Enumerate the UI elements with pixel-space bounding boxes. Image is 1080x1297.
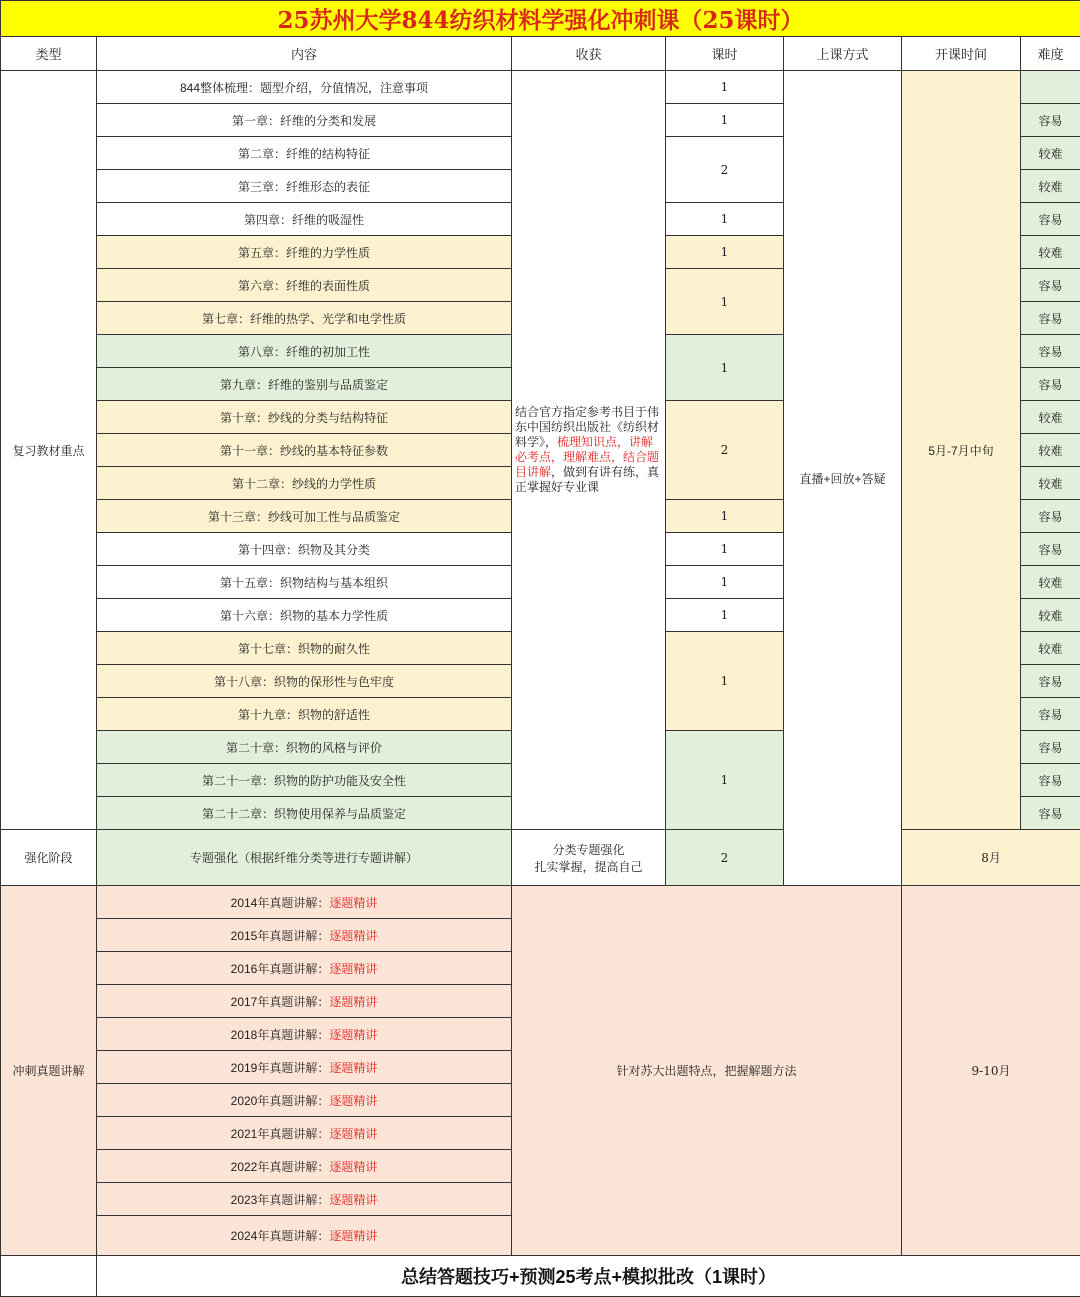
content-cell bbox=[97, 1051, 512, 1084]
difficulty-cell: 容易 bbox=[1021, 302, 1080, 335]
page-title: 25苏州大学844纺织材料学强化冲刺课（25课时） bbox=[1, 1, 1080, 37]
content-cell: 第十章：纱线的分类与结构特征 bbox=[97, 401, 512, 434]
difficulty-cell: 较难 bbox=[1021, 434, 1080, 467]
difficulty-cell: 容易 bbox=[1021, 533, 1080, 566]
sprint-gain-cell: 针对苏大出题特点，把握解题方法 bbox=[512, 886, 902, 1256]
year-label: 2016年真题讲解： bbox=[231, 962, 330, 976]
content-cell: 专题强化（根据纤维分类等进行专题讲解） bbox=[97, 830, 512, 886]
header-gain: 收获 bbox=[512, 37, 666, 71]
header-content: 内容 bbox=[97, 37, 512, 71]
tag-label: 逐题精讲 bbox=[329, 962, 377, 976]
content-cell bbox=[97, 1018, 512, 1051]
header-method: 上课方式 bbox=[784, 37, 902, 71]
gain-text-plain: ，做到有讲有练，真正掌握好专业课 bbox=[515, 465, 659, 494]
year-label: 2017年真题讲解： bbox=[231, 995, 330, 1009]
content-cell: 第十八章：织物的保形性与色牢度 bbox=[97, 665, 512, 698]
review-gain-cell bbox=[512, 71, 666, 830]
hours-cell: 1 bbox=[666, 104, 784, 137]
content-cell: 第三章：纤维形态的表征 bbox=[97, 170, 512, 203]
difficulty-cell: 容易 bbox=[1021, 500, 1080, 533]
tag-label: 逐题精讲 bbox=[329, 995, 377, 1009]
content-cell bbox=[97, 985, 512, 1018]
difficulty-cell: 容易 bbox=[1021, 104, 1080, 137]
tag-label: 逐题精讲 bbox=[329, 1127, 377, 1141]
year-label: 2018年真题讲解： bbox=[231, 1028, 330, 1042]
hours-cell: 1 bbox=[666, 500, 784, 533]
hours-cell: 1 bbox=[666, 566, 784, 599]
tag-label: 逐题精讲 bbox=[329, 1229, 377, 1243]
difficulty-cell: 容易 bbox=[1021, 665, 1080, 698]
gain-line: 分类专题强化 bbox=[514, 841, 663, 858]
difficulty-cell: 容易 bbox=[1021, 269, 1080, 302]
content-cell: 第七章：纤维的热学、光学和电学性质 bbox=[97, 302, 512, 335]
difficulty-cell: 较难 bbox=[1021, 137, 1080, 170]
content-cell: 第十五章：织物结构与基本组织 bbox=[97, 566, 512, 599]
method-cell: 直播+回放+答疑 bbox=[784, 71, 902, 886]
content-cell: 第四章：纤维的吸湿性 bbox=[97, 203, 512, 236]
content-cell: 第八章：纤维的初加工性 bbox=[97, 335, 512, 368]
section-strengthen: 强化阶段 bbox=[1, 830, 97, 886]
content-cell: 第十四章：织物及其分类 bbox=[97, 533, 512, 566]
difficulty-cell bbox=[1021, 71, 1080, 104]
sprint-time-cell: 9-10月 bbox=[902, 886, 1080, 1256]
content-cell bbox=[97, 1084, 512, 1117]
hours-cell: 1 bbox=[666, 599, 784, 632]
hours-cell: 1 bbox=[666, 533, 784, 566]
tag-label: 逐题精讲 bbox=[329, 1160, 377, 1174]
content-cell: 第二十二章：织物使用保养与品质鉴定 bbox=[97, 797, 512, 830]
year-label: 2021年真题讲解： bbox=[231, 1127, 330, 1141]
content-cell: 第十三章：纱线可加工性与品质鉴定 bbox=[97, 500, 512, 533]
content-cell: 第九章：纤维的鉴别与品质鉴定 bbox=[97, 368, 512, 401]
difficulty-cell: 较难 bbox=[1021, 632, 1080, 665]
hours-cell: 1 bbox=[666, 203, 784, 236]
content-cell: 第一章：纤维的分类和发展 bbox=[97, 104, 512, 137]
gain-text-highlight: 梳理知识点，讲解必考点，理解难点，结合题目讲解 bbox=[515, 435, 659, 479]
content-cell: 第十九章：织物的舒适性 bbox=[97, 698, 512, 731]
content-cell: 第二十一章：织物的防护功能及安全性 bbox=[97, 764, 512, 797]
content-cell bbox=[97, 1117, 512, 1150]
header-type: 类型 bbox=[1, 37, 97, 71]
content-cell: 第十六章：织物的基本力学性质 bbox=[97, 599, 512, 632]
content-cell bbox=[97, 1183, 512, 1216]
content-cell: 第十二章：纱线的力学性质 bbox=[97, 467, 512, 500]
section-review: 复习教材重点 bbox=[1, 71, 97, 830]
hours-cell: 1 bbox=[666, 236, 784, 269]
gain-line: 扎实掌握，提高自己 bbox=[514, 858, 663, 875]
hours-cell: 2 bbox=[666, 137, 784, 203]
difficulty-cell: 容易 bbox=[1021, 797, 1080, 830]
difficulty-cell: 容易 bbox=[1021, 698, 1080, 731]
content-cell: 第十七章：织物的耐久性 bbox=[97, 632, 512, 665]
footer-summary: 总结答题技巧+预测25考点+模拟批改（1课时） bbox=[97, 1256, 1080, 1297]
content-cell: 844整体梳理：题型介绍，分值情况，注意事项 bbox=[97, 71, 512, 104]
year-label: 2023年真题讲解： bbox=[231, 1193, 330, 1207]
hours-cell: 1 bbox=[666, 335, 784, 401]
difficulty-cell: 容易 bbox=[1021, 203, 1080, 236]
review-time-cell: 5月-7月中旬 bbox=[902, 71, 1021, 830]
year-label: 2024年真题讲解： bbox=[231, 1229, 330, 1243]
difficulty-cell: 较难 bbox=[1021, 170, 1080, 203]
year-label: 2022年真题讲解： bbox=[231, 1160, 330, 1174]
tag-label: 逐题精讲 bbox=[329, 1061, 377, 1075]
content-cell bbox=[97, 886, 512, 919]
year-label: 2015年真题讲解： bbox=[231, 929, 330, 943]
hours-cell: 2 bbox=[666, 401, 784, 500]
difficulty-cell: 容易 bbox=[1021, 731, 1080, 764]
year-label: 2020年真题讲解： bbox=[231, 1094, 330, 1108]
header-start-time: 开课时间 bbox=[902, 37, 1021, 71]
hours-cell: 1 bbox=[666, 269, 784, 335]
strengthen-time-cell: 8月 bbox=[902, 830, 1080, 886]
header-hours: 课时 bbox=[666, 37, 784, 71]
tag-label: 逐题精讲 bbox=[329, 896, 377, 910]
difficulty-cell: 容易 bbox=[1021, 764, 1080, 797]
year-label: 2014年真题讲解： bbox=[231, 896, 330, 910]
hours-cell: 1 bbox=[666, 71, 784, 104]
difficulty-cell: 较难 bbox=[1021, 599, 1080, 632]
content-cell: 第二章：纤维的结构特征 bbox=[97, 137, 512, 170]
content-cell bbox=[97, 1150, 512, 1183]
section-sprint: 冲刺真题讲解 bbox=[1, 886, 97, 1256]
hours-cell: 2 bbox=[666, 830, 784, 886]
difficulty-cell: 较难 bbox=[1021, 236, 1080, 269]
difficulty-cell: 容易 bbox=[1021, 368, 1080, 401]
difficulty-cell: 容易 bbox=[1021, 335, 1080, 368]
difficulty-cell: 较难 bbox=[1021, 401, 1080, 434]
content-cell: 第五章：纤维的力学性质 bbox=[97, 236, 512, 269]
hours-cell: 1 bbox=[666, 731, 784, 830]
tag-label: 逐题精讲 bbox=[329, 1094, 377, 1108]
footer-blank-cell bbox=[1, 1256, 97, 1297]
header-difficulty: 难度 bbox=[1021, 37, 1080, 71]
content-cell bbox=[97, 1216, 512, 1256]
year-label: 2019年真题讲解： bbox=[231, 1061, 330, 1075]
difficulty-cell: 较难 bbox=[1021, 566, 1080, 599]
content-cell bbox=[97, 952, 512, 985]
content-cell bbox=[97, 919, 512, 952]
content-cell: 第十一章：纱线的基本特征参数 bbox=[97, 434, 512, 467]
difficulty-cell: 较难 bbox=[1021, 467, 1080, 500]
content-cell: 第六章：纤维的表面性质 bbox=[97, 269, 512, 302]
content-cell: 第二十章：织物的风格与评价 bbox=[97, 731, 512, 764]
tag-label: 逐题精讲 bbox=[329, 1193, 377, 1207]
hours-cell: 1 bbox=[666, 632, 784, 731]
strengthen-gain-cell bbox=[512, 830, 666, 886]
gain-text-plain: 结合官方指定参考书目于伟东中国纺织出版社《纺织材料学》， bbox=[515, 405, 659, 449]
tag-label: 逐题精讲 bbox=[329, 929, 377, 943]
tag-label: 逐题精讲 bbox=[329, 1028, 377, 1042]
